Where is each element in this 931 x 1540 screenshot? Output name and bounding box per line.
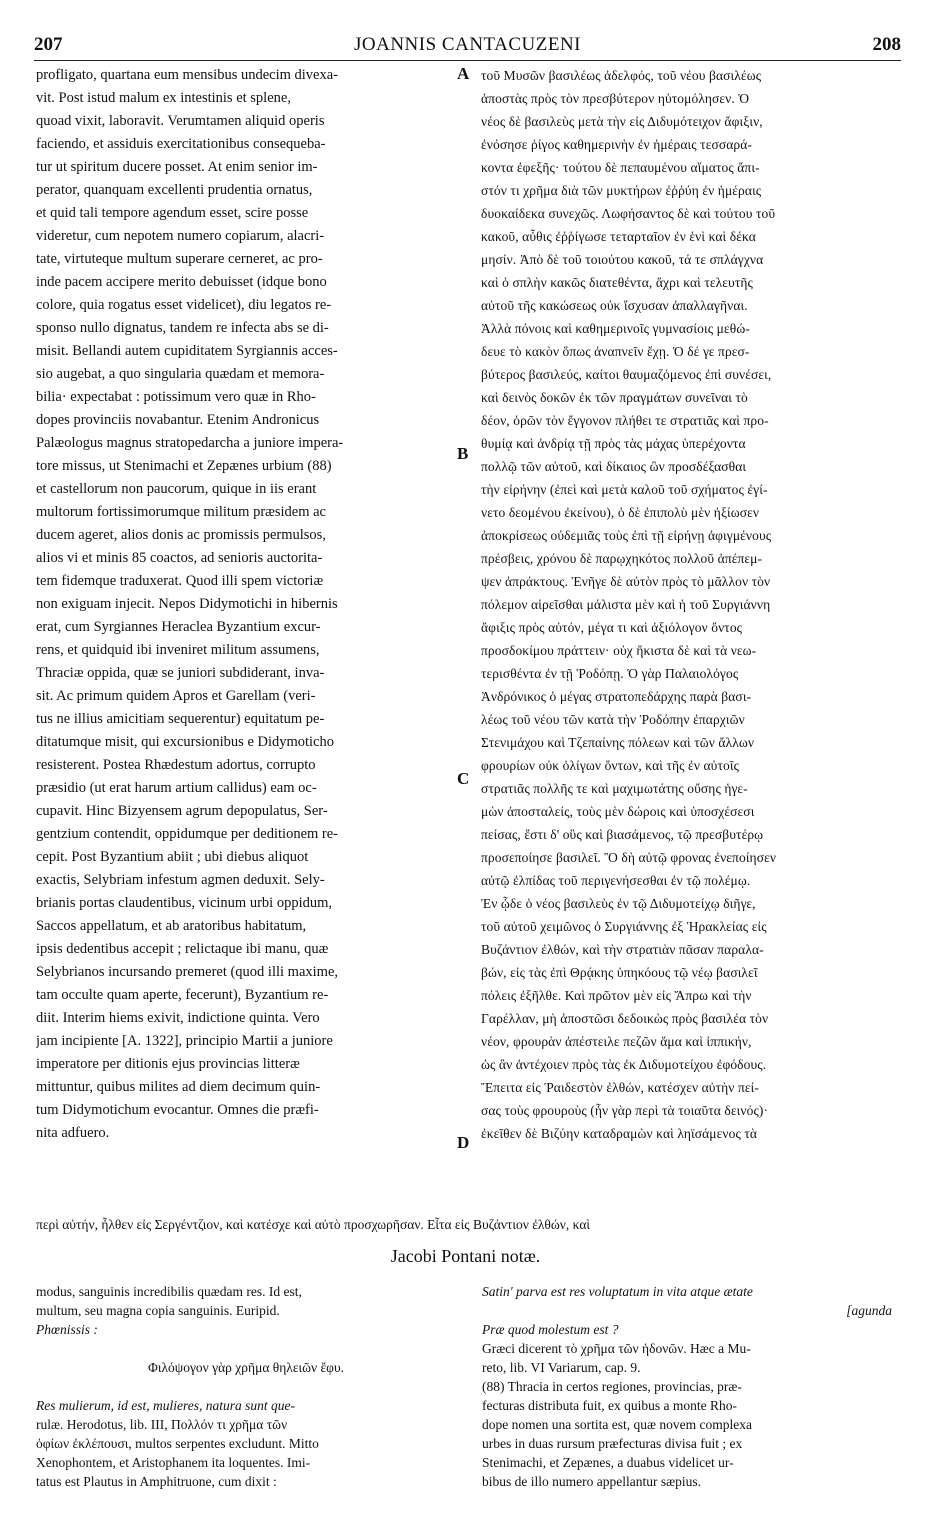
greek-text-line: σας τοὺς φρουροὺς (ἦν γὰρ περὶ τὰ τοιαῦτα δεινός)· xyxy=(481,1103,769,1118)
note-line: rulæ. Herodotus, lib. III, Πολλόν τι χρῆμα τῶν xyxy=(36,1417,288,1432)
note-line: urbes in duas rursum præfecturas divisa fuit ; ex xyxy=(482,1436,743,1451)
latin-text-line: multorum fortissimorumque militum præsidem ac xyxy=(36,504,326,520)
note-spacer xyxy=(36,1339,456,1358)
greek-text-line: προσεποίησε βασιλεῖ. Ὃ δὴ αὐτῷ φρονας ἐνεποίησεν xyxy=(481,850,777,865)
latin-text-line: resisterent. Postea Rhædestum adortus, corrupto xyxy=(36,757,316,773)
note-line: Præ quod molestum est ? xyxy=(482,1322,619,1337)
greek-text-line: τερισθέντα ἐν τῇ Ῥοδόπῃ. Ὁ γὰρ Παλαιολόγος xyxy=(481,666,739,681)
greek-text-line: Γαρέλλαν, μὴ ἀποστῶσι δεδοικὼς πρὸς βασιλέα τὸν xyxy=(481,1011,769,1026)
latin-text-column xyxy=(36,64,456,1145)
latin-text-line: alios vi et minis 85 coactos, ad senioris auctorita- xyxy=(36,550,323,566)
greek-text-line: καὶ δεινὸς δοκῶν ἐκ τῶν πραγμάτων συνεῖναι τὸ xyxy=(481,390,748,405)
running-title: JOANNIS CANTACUZENI xyxy=(354,34,581,55)
latin-text-line: non exiguam injecit. Nepos Didymotichi in hibernis xyxy=(36,596,338,612)
note-line: Phœnissis : xyxy=(36,1322,98,1337)
latin-text-line: vit. Post istud malum ex intestinis et splene, xyxy=(36,90,291,106)
greek-text-column xyxy=(481,64,901,1145)
latin-text-line: Thraciæ oppida, quæ se juniori subdiderant, inva- xyxy=(36,665,325,681)
greek-text-line: βύτερος βασιλεύς, καίτοι θαυμαζόμενος ἐπὶ συνέσει, xyxy=(481,367,772,382)
greek-text-line: ἐνόσησε ῥίγος καθημερινὴν ἐν ἡμέραις τεσσαρά- xyxy=(481,137,752,152)
note-line: Res mulierum, id est, mulieres, natura sunt que- xyxy=(36,1398,295,1413)
latin-text-line: sio augebat, a quo singularia quædam et memora- xyxy=(36,366,325,382)
latin-text-line: imperatore per ditionis ejus provincias litteræ xyxy=(36,1056,300,1072)
latin-text-line: profligato, quartana eum mensibus undecim divexa- xyxy=(36,67,338,83)
note-line: Græci dicerent τὸ χρῆμα τῶν ἡδονῶν. Hæc a Mu- xyxy=(482,1341,751,1356)
latin-text-line: diit. Interim hiems exivit, indictione quinta. Vero xyxy=(36,1010,320,1026)
latin-text-line: cepit. Post Byzantium abiit ; ubi diebus aliquot xyxy=(36,849,309,865)
greek-text-line: πόλεις ἐξῆλθε. Καὶ πρῶτον μὲν εἰς Ἄπρω καὶ τὴν xyxy=(481,988,752,1003)
latin-text-line: et quid tali tempore agendum esset, scire posse xyxy=(36,205,309,221)
latin-text-line: bilia· expectabat : potissimum vero quæ in Rho- xyxy=(36,389,316,405)
latin-text-line: tum Didymotichum evocantur. Omnes die præfi- xyxy=(36,1102,319,1118)
note-line: reto, lib. VI Variarum, cap. 9. xyxy=(482,1360,641,1375)
greek-text-line: νέος δὲ βασιλεὺς μετὰ τὴν εἰς Διδυμότειχον ἄφιξιν, xyxy=(481,114,763,129)
greek-text-line: κακοῦ, αὖθις ἐῤῥίγωσε τεταρταῖον ἐν ἑνὶ καὶ δέκα xyxy=(481,229,756,244)
greek-text-line: μησίν. Ἀπὸ δὲ τοῦ τοιούτου κακοῦ, τά τε σπλάγχνα xyxy=(481,252,764,267)
latin-text-line: Palæologus magnus stratopedarcha a juniore impera- xyxy=(36,435,344,451)
note-line: [agunda xyxy=(846,1303,892,1318)
greek-text-line: Ἀνδρόνικος ὁ μέγας στρατοπεδάρχης παρὰ βασι- xyxy=(481,689,752,704)
greek-text-line: δευε τὸ κακὸν ὅπως ἀναπνεῖν ἔχῃ. Ὁ δέ γε πρεσ- xyxy=(481,344,750,359)
greek-text-line: μὼν ἀποσταλείς, τοὺς μὲν δώροις καὶ ὑποσχέσεσι xyxy=(481,804,755,819)
latin-text-line: tam occulte quam aperte, fecerunt), Byzantium re- xyxy=(36,987,329,1003)
latin-text-line: perator, quanquam excellenti prudentia ornatus, xyxy=(36,182,313,198)
note-line: modus, sanguinis incredibilis quædam res. Id est, xyxy=(36,1284,302,1299)
greek-text-line: στόν τι χρῆμα διὰ τῶν μυκτήρων ἐῤῥύη ἐν ἡμέραις xyxy=(481,183,762,198)
latin-text-line: Saccos appellatum, et ab aratoribus habitatum, xyxy=(36,918,307,934)
notes-heading: Jacobi Pontani notæ. xyxy=(390,1246,541,1266)
greek-text-line: ψεν ἀπράκτους. Ἐνῆγε δὲ αὐτὸν πρὸς τὸ μᾶλλον τὸν xyxy=(481,574,771,589)
greek-text-line: θυμίᾳ καὶ ἀνδρίᾳ τῇ πρὸς τὰς μάχας ὑπερέχοντα xyxy=(481,436,746,451)
full-width-greek-line: περὶ αὐτήν, ἦλθεν εἰς Σεργέντζιον, καὶ κατέσχε καὶ αὐτὸ προσχωρῆσαν. Εἶτα εἰς Βυζάντιον ἐλθών, καὶ xyxy=(36,1217,591,1232)
latin-text-line: ducem ageret, alios donis ac promissis permulsos, xyxy=(36,527,326,543)
greek-text-line: πολλῷ τῶν αὐτοῦ, καὶ δίκαιος ὢν προσδέξασθαι xyxy=(481,459,747,474)
note-line: bibus de illo numero appellantur sæpius. xyxy=(482,1474,701,1489)
greek-text-line: Ἔπειτα εἰς Ῥαιδεστὸν ἐλθών, κατέσχεν αὐτὴν πεί- xyxy=(481,1080,759,1095)
latin-text-line: colore, quia rogatus esset videlicet), diu legatos re- xyxy=(36,297,332,313)
greek-text-line: ἐκεῖθεν δὲ Βιζύην καταδραμὼν καὶ ληϊσάμενος τὰ xyxy=(481,1126,758,1141)
section-marker-b: B xyxy=(457,444,469,463)
note-line: ὀφίων ἐκλέπουσι, multos serpentes excludunt. Mitto xyxy=(36,1436,319,1451)
latin-text-line: quoad vixit, laboravit. Verumtamen aliquid operis xyxy=(36,113,325,129)
latin-text-line: præsidio (ut erat harum artium callidus) eam oc- xyxy=(36,780,317,796)
latin-text-line: tate, virtuteque multum superare cerneret, ac pro- xyxy=(36,251,323,267)
latin-text-line: et castellorum non paucorum, quique in iis erant xyxy=(36,481,317,497)
latin-text-line: faciendo, et assiduis exercitationibus consequeba- xyxy=(36,136,326,152)
page-number-right: 208 xyxy=(872,34,901,55)
greek-text-line: ἄφιξις πρὸς αὐτόν, μέγα τι καὶ ἀξιόλογον ὄντος xyxy=(481,620,743,635)
latin-text-line: videretur, cum nepotem numero copiarum, alacri- xyxy=(36,228,325,244)
note-line: (88) Thracia in certos regiones, provincias, præ- xyxy=(482,1379,742,1394)
latin-text-line: exactis, Selybriam infestum agmen deduxit. Sely- xyxy=(36,872,325,888)
latin-text-line: inde pacem accipere merito debuisset (idque bono xyxy=(36,274,327,290)
notes-left-column xyxy=(36,1282,456,1491)
greek-text-line: πείσας, ἔστι δ' οὓς καὶ βιασάμενος, τῷ πρεσβυτέρῳ xyxy=(481,827,764,842)
latin-text-line: tem fidemque traduxerat. Quod illi spem victoriæ xyxy=(36,573,324,589)
latin-text-line: nita adfuero. xyxy=(36,1125,110,1141)
note-line: Stenimachi, et Zepænes, a duabus videlicet ur- xyxy=(482,1455,734,1470)
greek-text-line: Στενιμάχου καὶ Τζεπαίνης πόλεων καὶ τῶν ἄλλων xyxy=(481,735,755,750)
greek-text-line: τοῦ αὐτοῦ χειμῶνος ὁ Συργιάννης ἐξ Ἡρακλείας εἰς xyxy=(481,919,767,934)
greek-text-line: ἀποκρίσεως οὐδεμιᾶς τοὺς ἐπὶ τῇ εἰρήνῃ ἀφιγμένους xyxy=(481,528,772,543)
section-marker-c: C xyxy=(457,769,470,788)
note-line: Xenophontem, et Aristophanem ita loquentes. Imi- xyxy=(36,1455,311,1470)
page-number-left: 207 xyxy=(34,34,63,55)
note-line: fecturas distributa fuit, ex quibus a monte Rho- xyxy=(482,1398,737,1413)
greek-text-line: καὶ ὁ σπλὴν κακῶς διατεθέντα, ἄχρι καὶ τελευτῆς xyxy=(481,275,753,290)
latin-text-line: erat, cum Syrgiannes Heraclea Byzantium excur- xyxy=(36,619,321,635)
greek-text-line: φρουρίων οὐκ ὀλίγων ὄντων, καὶ τῆς ἐν αὐτοῖς xyxy=(481,758,740,773)
latin-text-line: rens, et quidquid ibi inveniret militum assumens, xyxy=(36,642,320,658)
greek-text-line: κοντα ἐφεξῆς· τούτου δὲ πεπαυμένου αἵματος ἄπι- xyxy=(481,160,760,175)
greek-text-line: ἀποστὰς πρὸς τὸν πρεσβύτερον ηὐτομόλησεν. Ὁ xyxy=(481,91,750,106)
latin-text-line: misit. Bellandi autem cupiditatem Syrgiannis acces- xyxy=(36,343,338,359)
greek-text-line: Ἐν ᾧδε ὁ νέος βασιλεὺς ἐν τῷ Διδυμοτείχῳ διῆγε, xyxy=(481,896,756,911)
greek-text-line: αὐτῷ ἐλπίδας τοῦ περιγενήσεσθαι ἐν τῷ πολέμῳ. xyxy=(481,873,751,888)
latin-text-line: dopes provinciis novabantur. Etenim Andronicus xyxy=(36,412,320,428)
greek-text-line: στρατιᾶς πολλῆς τε καὶ μαχιμωτάτης οὔσης ἡγε- xyxy=(481,781,748,796)
greek-text-line: δυοκαίδεκα συνεχῶς. Λωφήσαντος δὲ καὶ τούτου τοῦ xyxy=(481,206,776,221)
section-marker-a: A xyxy=(457,64,470,83)
note-line: Satin' parva est res voluptatum in vita atque ætate xyxy=(482,1284,753,1299)
note-line: Φιλόψογον γὰρ χρῆμα θηλειῶν ἔφυ. xyxy=(147,1360,345,1375)
latin-text-line: mittuntur, quibus milites ad diem decimum quin- xyxy=(36,1079,321,1095)
greek-text-line: αὐτοῦ τῆς κακώσεως οὐκ ἴσχυσαν ἀπαλλαγῆναι. xyxy=(481,298,748,313)
latin-text-line: tur ut spiritum ducere posset. At enim senior im- xyxy=(36,159,318,175)
latin-text-line: sit. Ac primum quidem Apros et Garellam (veri- xyxy=(36,688,316,704)
latin-text-line: brianis portas claudentibus, vicinum urbi oppidum, xyxy=(36,895,332,911)
latin-text-line: Selybrianos incursando premeret (quod illi maxime, xyxy=(36,964,339,980)
latin-text-line: tore missus, ut Stenimachi et Zepænes urbium (88) xyxy=(36,458,332,474)
running-header xyxy=(34,30,901,61)
latin-text-line: tus ne illius amicitiam sequerentur) equitatum pe- xyxy=(36,711,325,727)
greek-text-line: τοῦ Μυσῶν βασιλέως ἀδελφός, τοῦ νέου βασιλέως xyxy=(481,68,762,83)
greek-text-line: δέον, ὁρῶν τὸν ἔγγονον πλήθει τε στρατιᾶς καὶ προ- xyxy=(481,413,769,428)
latin-text-line: sponso nullo dignatus, tandem re infecta abs se di- xyxy=(36,320,329,336)
greek-text-line: Ἀλλὰ πόνοις καὶ καθημερινοῖς γυμνασίοις μεθώ- xyxy=(481,321,750,336)
greek-text-line: πρέσβεις, χρόνου δὲ παρῳχηκότος πολλοῦ ἀπέπεμ- xyxy=(481,551,763,566)
latin-text-line: jam incipiente [A. 1322], principio Martii a juniore xyxy=(36,1033,333,1049)
greek-text-line: νέον, φρουρὰν ἀπέστειλε πεζῶν ἅμα καὶ ἱππικήν, xyxy=(481,1034,752,1049)
note-line: dope nomen una sortita est, quæ novem complexa xyxy=(482,1417,752,1432)
greek-text-line: λέως τοῦ νέου τῶν κατὰ τὴν Ῥοδόπην ἐπαρχιῶν xyxy=(481,712,745,727)
greek-text-line: προσδοκίμου πράττειν· οὐχ ἥκιστα δὲ καὶ τὰ νεω- xyxy=(481,643,757,658)
section-marker-d: D xyxy=(457,1133,470,1152)
latin-text-line: gentzium contendit, oppidumque per deditionem re- xyxy=(36,826,339,842)
note-line: tatus est Plautus in Amphitruone, cum dixit : xyxy=(36,1474,277,1489)
note-line: multum, seu magna copia sanguinis. Euripid. xyxy=(36,1303,280,1318)
latin-text-line: ditatumque misit, qui excursionibus e Didymoticho xyxy=(36,734,335,750)
greek-text-line: νετο δεομένου ἐκείνου), ὁ δὲ ἐπιπολὺ μὲν ἠξίωσεν xyxy=(481,505,760,520)
greek-text-line: τὴν εἰρήνην (ἐπεὶ καὶ μετὰ καλοῦ τοῦ σχήματος ἐγί- xyxy=(481,482,768,497)
notes-right-column xyxy=(482,1282,902,1491)
greek-text-line: ὡς ἂν ἀντέχοιεν πρὸς τὰς ἐκ Διδυμοτείχου ἐφόδους. xyxy=(481,1057,767,1072)
latin-text-line: ipsis dedentibus accepit ; relictaque ibi manu, quæ xyxy=(36,941,329,957)
note-spacer xyxy=(36,1377,456,1396)
latin-text-line: cupavit. Hinc Bizyensem agrum depopulatus, Ser- xyxy=(36,803,328,819)
greek-text-line: πόλεμον αἱρεῖσθαι μάλιστα μὲν καὶ ἡ τοῦ Συργιάννη xyxy=(481,597,771,612)
greek-text-line: Βυζάντιον ἐλθών, καὶ τὴν στρατιὰν πᾶσαν παραλα- xyxy=(481,942,764,957)
greek-text-line: βών, εἰς τὰς ἐπὶ Θρᾴκης ὑπηκόους τῷ νέῳ βασιλεῖ xyxy=(481,965,758,980)
